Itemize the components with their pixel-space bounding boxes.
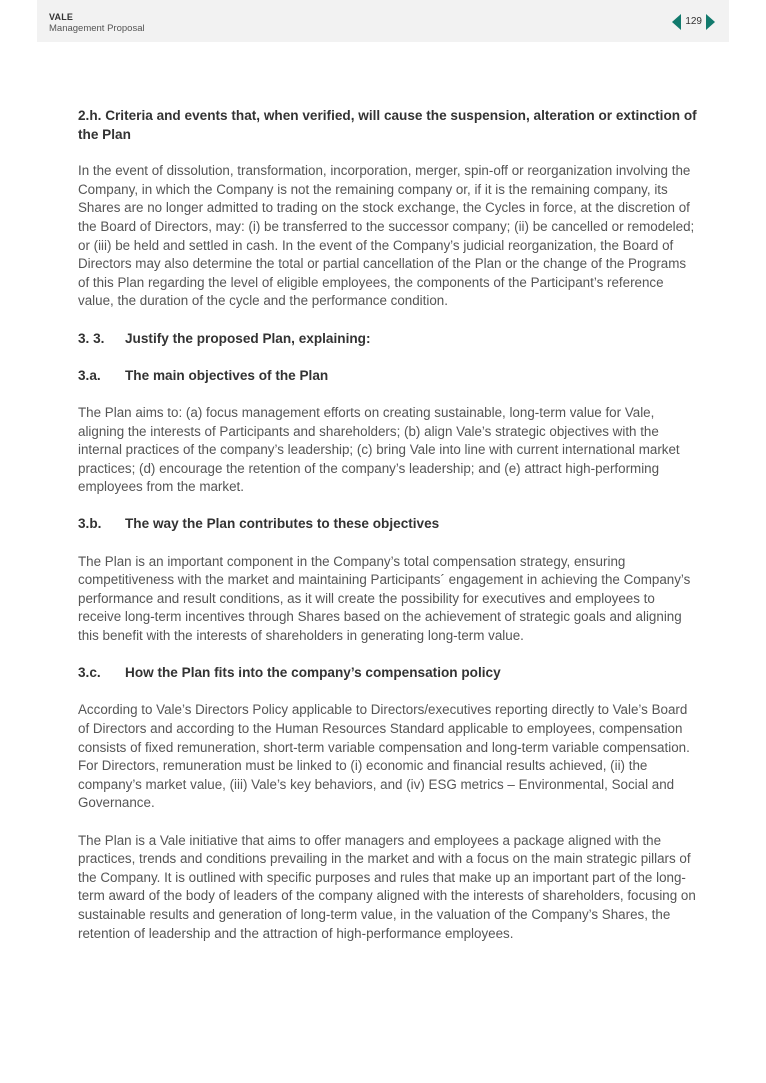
- section-title: Justify the proposed Plan, explaining:: [125, 330, 371, 346]
- section-heading-3b: [78, 515, 698, 534]
- paragraph: In the event of dissolution, transformation, incorporation, merger, spin-off or reorganization involving the Company, in which the Company is not the remaining company or, if it is the remaining company, its Shares are no longer admitted to trading on the stock exchange, the Cycles in force, at the discretion of the Board of Directors, may: (i) be transferred to the successor company; (ii) be cancelled or remodeled; or (iii) be held and settled in cash. In the event of the Company’s judicial reorganization, the Board of Directors may also determine the total or partial cancellation of the Plan or the change of the Programs of this Plan regarding the level of eligible employees, the components of the Participant’s reference value, the duration of the cycle and the performance condition.: [78, 163, 695, 309]
- document-subtitle: Management Proposal: [49, 23, 145, 34]
- paragraph: The Plan is a Vale initiative that aims to offer managers and employees a package aligned with the practices, trends and conditions prevailing in the market and with a focus on the main strategic pillars of the Company. It is outlined with specific purposes and rules that make up an important part of the long-term award of the body of leaders of the company aligned with the interests of shareholders, focusing on sustainable results and generation of long-term value, in the valuation of the Company’s Shares, the retention of leadership and the attraction of high-performance employees.: [78, 832, 696, 941]
- page-navigator: [672, 14, 715, 30]
- section-title: The way the Plan contributes to these objectives: [125, 516, 440, 532]
- next-page-icon[interactable]: [706, 14, 715, 30]
- section-heading-3a: [78, 367, 698, 386]
- paragraph: According to Vale’s Directors Policy applicable to Directors/executives reporting directly to Vale’s Board of Directors and according to the Human Resources Standard applicable to employees, compensation consists of fixed remuneration, short-term variable compensation and long-term variable compensation. For Directors, remuneration must be linked to (i) economic and financial results achieved, (ii) the company’s market value, (iii) Vale’s key behaviors, and (iv) ESG metrics – Environmental, Social and Governance.: [78, 702, 690, 811]
- paragraph: The Plan aims to: (a) focus management efforts on creating sustainable, long-term value for Vale, aligning the interests of Participants and shareholders; (b) align Vale’s strategic objectives with the internal practices of the company’s leadership; (c) bring Vale into line with current international market practices; (d) encourage the retention of the company’s leadership; and (e) attract high-performing employees from the market.: [78, 404, 680, 495]
- section-heading-2h: 2.h. Criteria and events that, when verified, will cause the suspension, alteration or extinction of the Plan: [78, 108, 697, 142]
- brand-name: VALE: [49, 12, 74, 22]
- section-number: 3.c.: [78, 665, 101, 681]
- document-body: [78, 107, 698, 962]
- previous-page-icon[interactable]: [672, 14, 681, 30]
- section-number: 3. 3.: [78, 330, 105, 346]
- page-number: 129: [685, 16, 702, 27]
- section-number: 3.b.: [78, 516, 102, 532]
- paragraph: The Plan is an important component in the Company’s total compensation strategy, ensuring competitiveness with the market and maintaining Participants´ engagement in achieving the Company’s performance and result conditions, as it will create the possibility for executives and employees to receive long-term incentives through Shares based on the achievement of strategic goals and aligning this benefit with the interests of shareholders in generating long-term value.: [78, 553, 691, 644]
- page-header: [37, 0, 729, 42]
- section-heading-3c: [78, 664, 698, 683]
- section-heading-3-3: [78, 330, 698, 349]
- section-title: How the Plan fits into the company’s compensation policy: [125, 665, 501, 681]
- section-title: The main objectives of the Plan: [125, 367, 329, 383]
- section-number: 3.a.: [78, 367, 101, 383]
